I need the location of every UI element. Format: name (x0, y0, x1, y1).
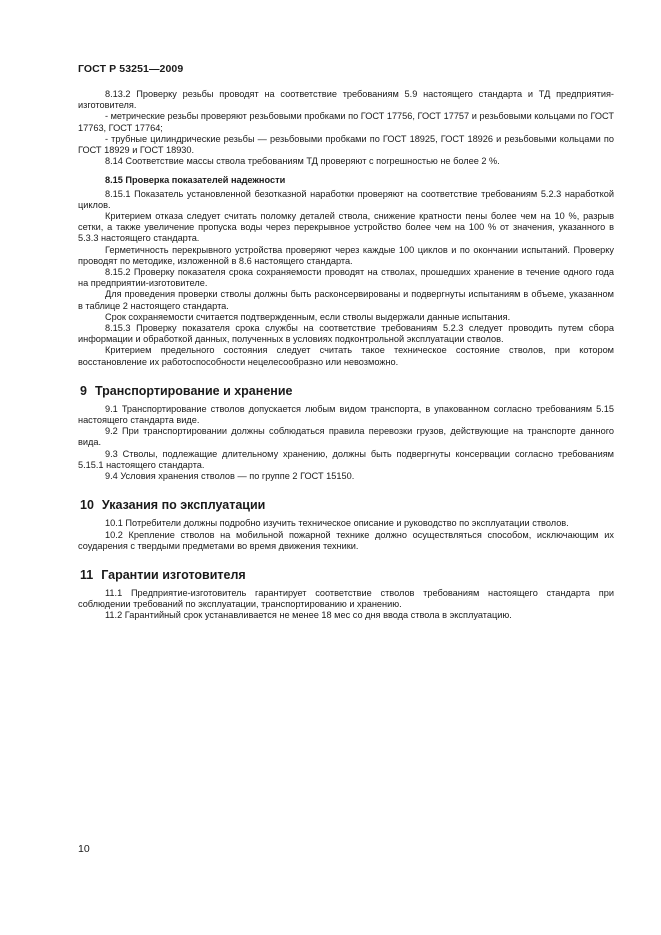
paragraph: 11.1 Предприятие-изготовитель гарантирует соответствие стволов требованиям настоящего стандарта при соблюдении требований по эксплуатации, транспортированию и хранению. (78, 587, 614, 610)
section-number: 9 (80, 383, 87, 398)
paragraph: Критерием предельного состояния следует считать такое техническое состояние стволов, при котором восстановление их работоспособности нецелесообразно или невозможно. (78, 345, 614, 367)
paragraph: - трубные цилиндрические резьбы — резьбовыми пробками по ГОСТ 18925, ГОСТ 18926 и резьбовыми кольцами по ГОСТ 18929 и ГОСТ 18930. (78, 133, 614, 156)
paragraph: 9.1 Транспортирование стволов допускается любым видом транспорта, в упакованном согласно требованиям 5.15 настоящего стандарта виде. (78, 403, 614, 426)
paragraph: 9.3 Стволы, подлежащие длительному хранению, должны быть подвергнуты консервации согласно требованиям 5.15.1 настоящего стандарта. (78, 448, 614, 470)
paragraph: 8.15.1 Показатель установленной безотказной наработки проверяют на соответствие требованиям 5.2.3 наработкой циклов. (78, 188, 614, 210)
paragraph: 8.15.2 Проверку показателя срока сохраняемости проводят на стволах, прошедших хранение в течение одного года на предприятии-изготовителе. (78, 267, 614, 289)
section-title: Указания по эксплуатации (101, 498, 266, 513)
paragraph: Срок сохраняемости считается подтвержденным, если стволы выдержали данные испытания. (105, 311, 511, 322)
paragraph: 8.15.3 Проверку показателя срока службы на соответствие требованиям 5.2.3 следует проводить путем сбора информации и обработкой данных, полученных в условиях подконтрольной эксплуатации стволов. (78, 323, 614, 345)
section-heading-11 (78, 568, 614, 582)
section-number: 10 (80, 498, 94, 513)
section-number: 11 (80, 567, 94, 582)
section-heading-10 (78, 498, 614, 512)
document-header: ГОСТ Р 53251—2009 (78, 63, 184, 75)
paragraph: Критерием отказа следует считать поломку деталей ствола, снижение кратности пены более чем на 10 %, разрыв сетки, а также увеличение пропуска воды через перекрывное устройство более чем на 100 % от значения, указанного в 5.3.3 настоящего стандарта. (78, 211, 614, 244)
section-heading-9 (78, 384, 614, 398)
paragraph: 11.2 Гарантийный срок устанавливается не менее 18 мес со дня ввода ствола в эксплуатацию. (105, 610, 512, 621)
paragraph: Герметичность перекрывного устройства проверяют через каждые 100 циклов и по окончании испытаний. Проверку проводят по методике, изложенной в 8.6 настоящего стандарта. (78, 244, 614, 266)
paragraph: 9.2 При транспортировании должны соблюдаться правила перевозки грузов, действующие на транспорте данного вида. (78, 426, 614, 448)
subsection-title: 8.15 Проверка показателей надежности (105, 175, 286, 186)
section-title: Транспортирование и хранение (94, 383, 293, 398)
paragraph: 9.4 Условия хранения стволов — по группе 2 ГОСТ 15150. (105, 471, 355, 482)
page-number: 10 (78, 843, 90, 855)
paragraph: 10.1 Потребители должны подробно изучить техническое описание и руководство по эксплуатации стволов. (105, 518, 569, 529)
paragraph: - метрические резьбы проверяют резьбовыми пробками по ГОСТ 17756, ГОСТ 17757 и резьбовыми кольцами по ГОСТ 17763, ГОСТ 17764; (78, 111, 614, 133)
paragraph: Для проведения проверки стволы должны быть расконсервированы и подвергнуты испытаниям в объеме, указанном в таблице 2 настоящего стандарта. (78, 289, 614, 311)
section-title: Гарантии изготовителя (101, 567, 246, 582)
page-content (78, 89, 614, 622)
paragraph: 10.2 Крепление стволов на мобильной пожарной технике должно осуществляться способом, исключающим их соударения с твердыми предметами во время движения техники. (78, 529, 614, 551)
paragraph: 8.13.2 Проверку резьбы проводят на соответствие требованиям 5.9 настоящего стандарта и ТД предприятия-изготовителя. (78, 89, 614, 111)
paragraph: 8.14 Соответствие массы ствола требованиям ТД проверяют с погрешностью не более 2 %. (105, 156, 500, 167)
